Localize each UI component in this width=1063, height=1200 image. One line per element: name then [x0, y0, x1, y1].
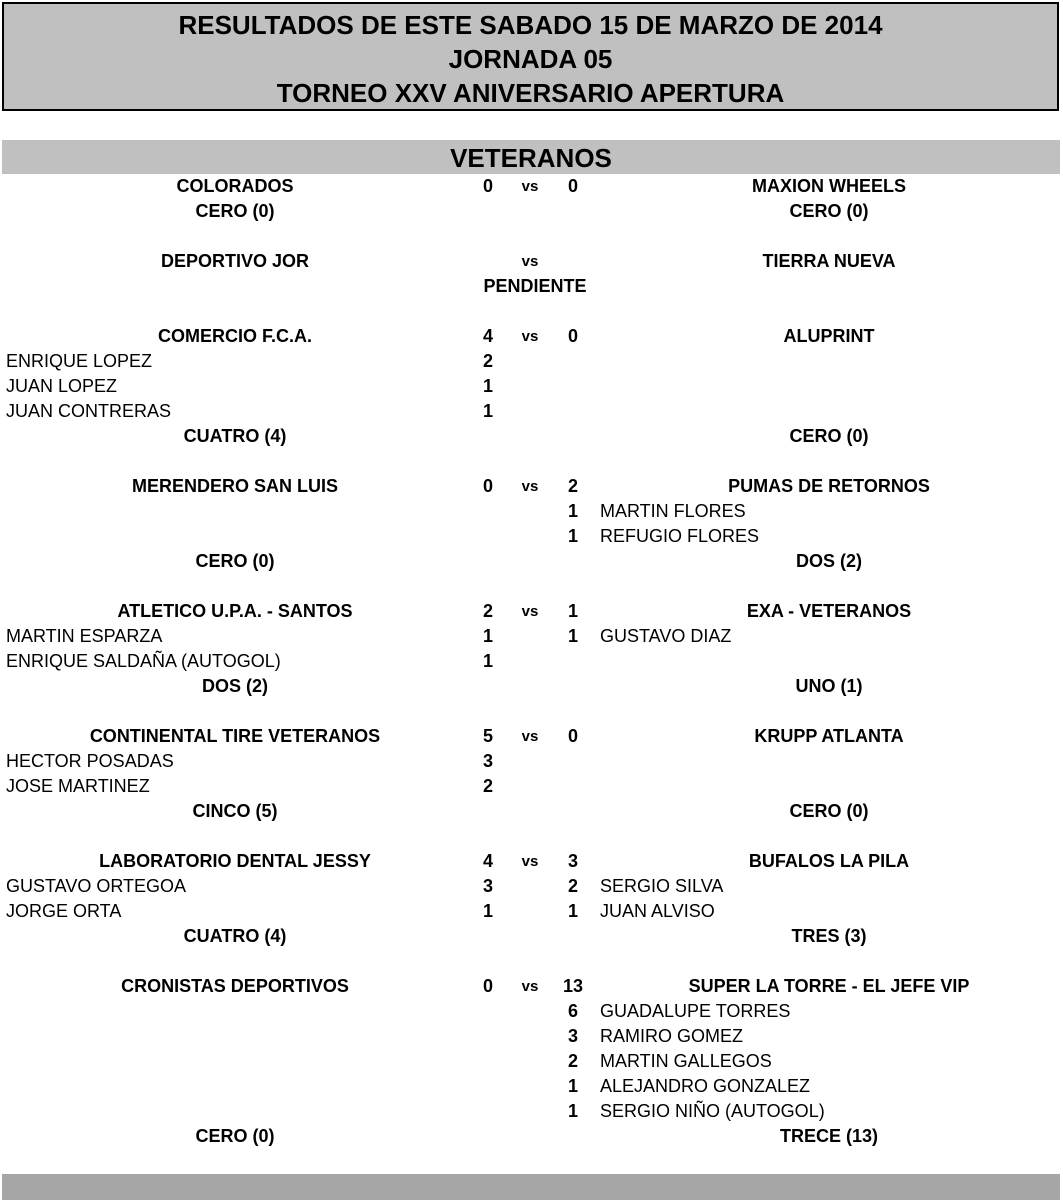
header-title-round: JORNADA 05: [448, 44, 613, 74]
home-scorer-goals: 3: [482, 876, 493, 896]
away-score: 2: [567, 476, 578, 496]
home-scorer-name: JOSE MARTINEZ: [6, 776, 150, 796]
away-scorer-name: MARTIN GALLEGOS: [600, 1051, 772, 1071]
total-row: [0, 199, 1063, 224]
scorer-row: [0, 999, 1063, 1024]
scorer-row: [0, 399, 1063, 424]
away-team: BUFALOS LA PILA: [748, 851, 910, 871]
away-team: KRUPP ATLANTA: [754, 726, 904, 746]
away-total: TRECE (13): [779, 1126, 878, 1146]
away-team: SUPER LA TORRE - EL JEFE VIP: [688, 976, 970, 996]
scorer-row: [0, 349, 1063, 374]
status-row: [0, 274, 1063, 299]
away-scorer-goals: 6: [567, 1001, 578, 1021]
away-score: 13: [562, 976, 584, 996]
header-title-tournament: TORNEO XXV ANIVERSARIO APERTURA: [276, 78, 785, 108]
home-scorer-name: JORGE ORTA: [6, 901, 122, 921]
away-scorer-name: SERGIO SILVA: [600, 876, 724, 896]
section-title: VETERANOS: [2, 140, 1060, 174]
away-score: 1: [567, 601, 578, 621]
home-scorer-name: ENRIQUE SALDAÑA (AUTOGOL): [6, 651, 281, 671]
header-title-date: RESULTADOS DE ESTE SABADO 15 DE MARZO DE 2014: [178, 10, 883, 40]
away-team: PUMAS DE RETORNOS: [728, 476, 930, 496]
away-scorer-goals: 1: [567, 901, 578, 921]
away-scorer-goals: 1: [567, 626, 578, 646]
spacer-row: [0, 824, 1063, 849]
away-scorer-goals: 1: [567, 1101, 578, 1121]
home-scorer-goals: 1: [482, 376, 493, 396]
home-scorer-name: JUAN LOPEZ: [6, 376, 118, 396]
home-scorer-name: GUSTAVO ORTEGOA: [6, 876, 187, 896]
scorer-row: [0, 774, 1063, 799]
home-total: CERO (0): [195, 1126, 275, 1146]
home-score: 4: [482, 326, 493, 346]
home-score: 0: [482, 976, 493, 996]
away-team: TIERRA NUEVA: [762, 251, 896, 271]
match-row: [0, 724, 1063, 749]
total-row: [0, 924, 1063, 949]
away-scorer-name: REFUGIO FLORES: [600, 526, 760, 546]
home-total: CERO (0): [195, 201, 275, 221]
home-score: 2: [482, 601, 493, 621]
away-scorer-name: ALEJANDRO GONZALEZ: [600, 1076, 811, 1096]
scorer-row: [0, 899, 1063, 924]
home-team: CONTINENTAL TIRE VETERANOS: [89, 726, 381, 746]
total-row: [0, 549, 1063, 574]
home-scorer-goals: 1: [482, 626, 493, 646]
away-scorer-name: RAMIRO GOMEZ: [600, 1026, 743, 1046]
away-score: 3: [567, 851, 578, 871]
scorer-row: [0, 1099, 1063, 1124]
page-header: [2, 2, 1059, 111]
home-team: ATLETICO U.P.A. - SANTOS: [117, 601, 353, 621]
match-row: [0, 974, 1063, 999]
home-scorer-goals: 1: [482, 651, 493, 671]
home-team: DEPORTIVO JOR: [160, 251, 310, 271]
away-scorer-name: MARTIN FLORES: [600, 501, 746, 521]
home-score: 4: [482, 851, 493, 871]
away-total: CERO (0): [789, 426, 869, 446]
home-team: CRONISTAS DEPORTIVOS: [121, 976, 349, 996]
away-scorer-name: GUSTAVO DIAZ: [600, 626, 732, 646]
vs-label: vs: [521, 728, 539, 745]
away-scorer-goals: 3: [567, 1026, 578, 1046]
home-scorer-name: JUAN CONTRERAS: [6, 401, 172, 421]
home-total: CINCO (5): [192, 801, 278, 821]
scorer-row: [0, 374, 1063, 399]
results-list: [0, 174, 1063, 1149]
vs-label: vs: [521, 853, 539, 870]
scorer-row: [0, 524, 1063, 549]
spacer-row: [0, 299, 1063, 324]
scorer-row: [0, 499, 1063, 524]
match-row: [0, 474, 1063, 499]
home-scorer-goals: 3: [482, 751, 493, 771]
away-total: TRES (3): [791, 926, 867, 946]
away-total: DOS (2): [795, 551, 862, 571]
scorer-row: [0, 1049, 1063, 1074]
scorer-row: [0, 749, 1063, 774]
away-scorer-goals: 2: [567, 1051, 578, 1071]
away-team: EXA - VETERANOS: [746, 601, 912, 621]
vs-label: vs: [521, 253, 539, 270]
away-scorer-goals: 1: [567, 526, 578, 546]
vs-label: vs: [521, 478, 539, 495]
total-row: [0, 424, 1063, 449]
away-team: MAXION WHEELS: [751, 176, 906, 196]
away-score: 0: [567, 326, 578, 346]
spacer-row: [0, 949, 1063, 974]
away-team: ALUPRINT: [783, 326, 875, 346]
total-row: [0, 674, 1063, 699]
away-scorer-goals: 1: [567, 1076, 578, 1096]
home-scorer-goals: 2: [482, 776, 493, 796]
home-team: LABORATORIO DENTAL JESSY: [99, 851, 371, 871]
scorer-row: [0, 1024, 1063, 1049]
home-score: 5: [482, 726, 493, 746]
match-status: PENDIENTE: [483, 276, 587, 296]
home-total: CUATRO (4): [183, 926, 287, 946]
home-scorer-goals: 1: [482, 401, 493, 421]
home-team: COMERCIO F.C.A.: [157, 326, 312, 346]
match-row: [0, 249, 1063, 274]
home-scorer-goals: 1: [482, 901, 493, 921]
away-scorer-goals: 1: [567, 501, 578, 521]
home-scorer-name: ENRIQUE LOPEZ: [6, 351, 153, 371]
match-row: [0, 599, 1063, 624]
away-total: CERO (0): [789, 801, 869, 821]
footer-bar: [2, 1174, 1060, 1200]
match-row: [0, 324, 1063, 349]
spacer-row: [0, 699, 1063, 724]
home-score: 0: [482, 476, 493, 496]
away-scorer-goals: 2: [567, 876, 578, 896]
spacer-row: [0, 574, 1063, 599]
match-row: [0, 849, 1063, 874]
home-scorer-name: MARTIN ESPARZA: [6, 626, 163, 646]
spacer-row: [0, 449, 1063, 474]
vs-label: vs: [521, 978, 539, 995]
vs-label: vs: [521, 178, 539, 195]
scorer-row: [0, 649, 1063, 674]
scorer-row: [0, 1074, 1063, 1099]
vs-label: vs: [521, 603, 539, 620]
total-row: [0, 799, 1063, 824]
total-row: [0, 1124, 1063, 1149]
home-total: CUATRO (4): [183, 426, 287, 446]
away-scorer-name: JUAN ALVISO: [600, 901, 715, 921]
home-team: COLORADOS: [176, 176, 294, 196]
home-total: DOS (2): [201, 676, 268, 696]
match-row: [0, 174, 1063, 199]
home-total: CERO (0): [195, 551, 275, 571]
scorer-row: [0, 874, 1063, 899]
home-score: 0: [482, 176, 493, 196]
scorer-row: [0, 624, 1063, 649]
away-scorer-name: GUADALUPE TORRES: [600, 1001, 791, 1021]
away-scorer-name: SERGIO NIÑO (AUTOGOL): [600, 1101, 825, 1121]
home-team: MERENDERO SAN LUIS: [131, 476, 338, 496]
away-total: CERO (0): [789, 201, 869, 221]
home-scorer-goals: 2: [482, 351, 493, 371]
home-scorer-name: HECTOR POSADAS: [6, 751, 174, 771]
away-total: UNO (1): [795, 676, 863, 696]
spacer-row: [0, 224, 1063, 249]
vs-label: vs: [521, 328, 539, 345]
away-score: 0: [567, 176, 578, 196]
away-score: 0: [567, 726, 578, 746]
